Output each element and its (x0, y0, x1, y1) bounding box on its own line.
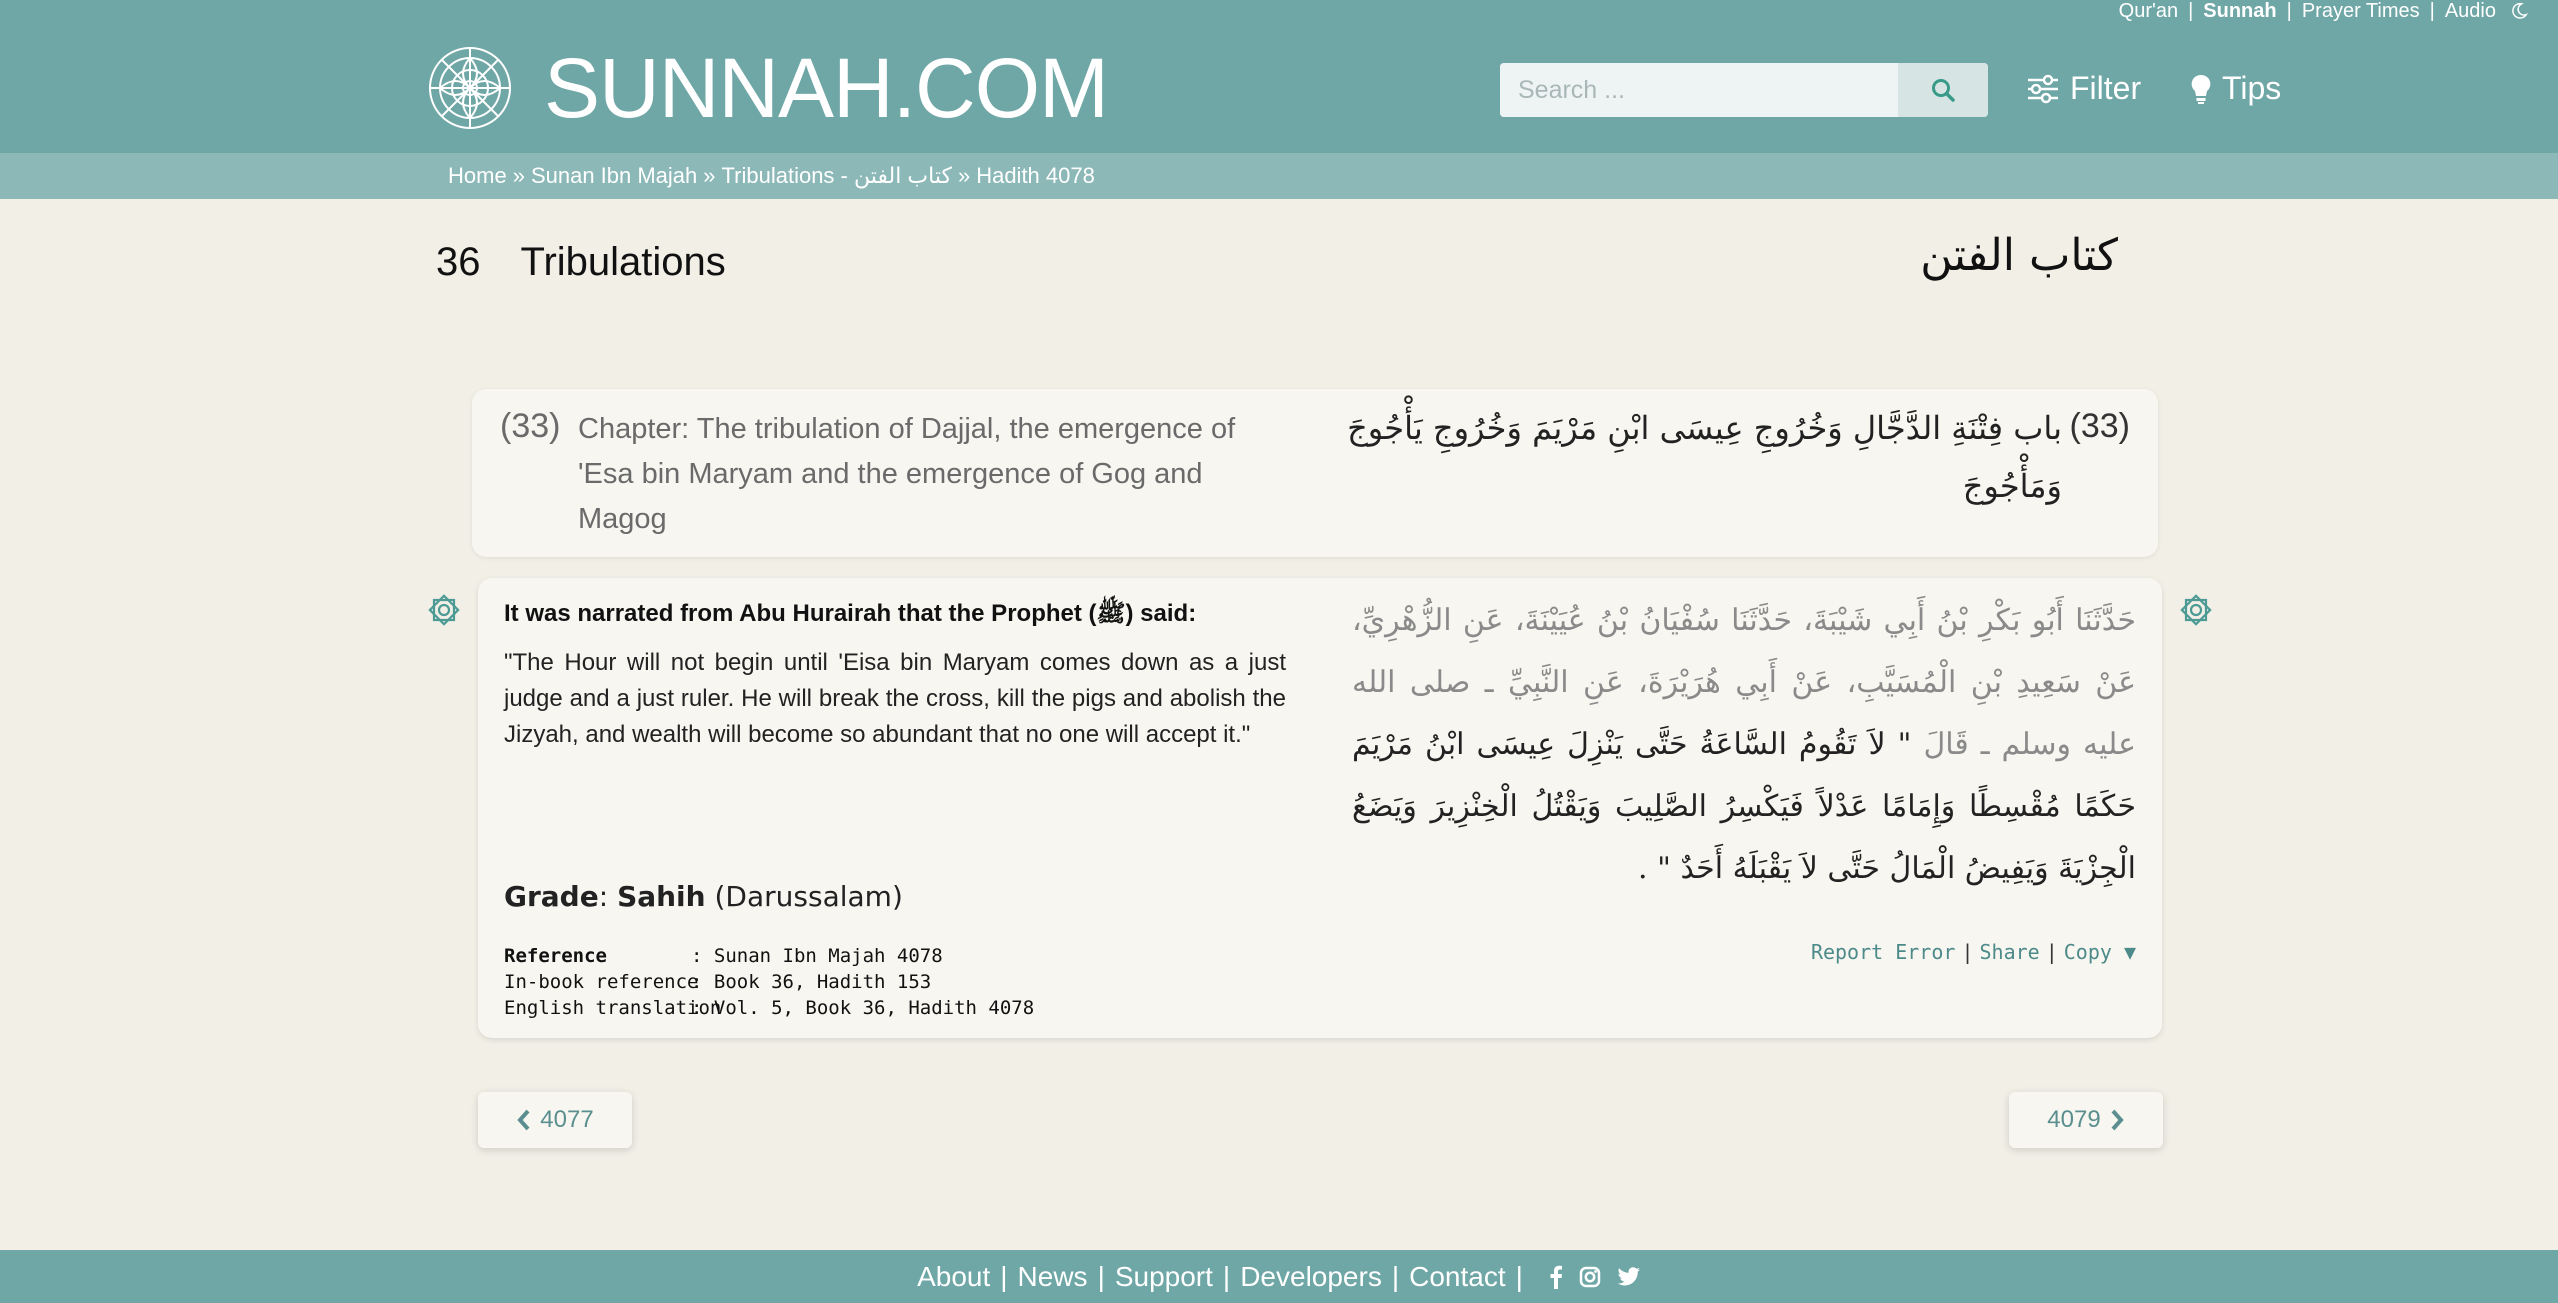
hadith-arabic-matn: " لاَ تَقُومُ السَّاعَةُ حَتَّى يَنْزِلَ عِيسَى ابْنُ مَرْيَمَ حَكَمًا مُقْسِطًا وَإِمَامًا عَدْلاً فَيَكْسِرُ الصَّلِيبَ وَيَقْتُلُ الْخِنْزِيرَ وَيَضَعُ الْجِزْيَةَ وَيَفِيضُ الْمَالُ حَتَّى لاَ يَقْبَلَهُ أَحَدٌ " . (1352, 727, 2136, 886)
footer-separator: | (1515, 1260, 1523, 1292)
search-button[interactable] (1898, 63, 1988, 117)
nav-separator: | (2429, 0, 2435, 22)
chapter-title-arabic: باب فِتْنَةِ الدَّجَّالِ وَخُرُوجِ عِيسَى ابْنِ مَرْيَمَ وَخُرُوجِ يَأْجُوجَ وَمَأْجُوجَ (1347, 409, 2062, 505)
prev-hadith-button[interactable] (478, 1092, 632, 1148)
breadcrumb-bar (0, 153, 2558, 199)
reference-key: English translation (504, 997, 722, 1019)
reference-row (504, 969, 1034, 995)
next-hadith-button[interactable] (2009, 1092, 2163, 1148)
filter-sliders-icon (2026, 74, 2060, 104)
next-hadith-number: 4079 (2047, 1106, 2101, 1133)
tips-label: Tips (2222, 70, 2282, 106)
breadcrumb-collection[interactable]: Sunan Ibn Majah (530, 163, 698, 188)
hadith-actions (1811, 940, 2136, 964)
lightbulb-icon (2190, 73, 2212, 105)
logo-mandala-icon (426, 44, 514, 132)
footer-support[interactable]: Support (1114, 1260, 1213, 1292)
footer-separator: | (1000, 1260, 1008, 1292)
report-error-link[interactable]: Report Error (1810, 940, 1956, 964)
footer-contact[interactable]: Contact (1409, 1260, 1506, 1292)
reference-key: Reference (504, 945, 607, 967)
book-title-arabic: كتاب الفتن (1920, 230, 2118, 281)
reference-row (504, 943, 1034, 969)
grade-label: Grade (504, 880, 599, 913)
grade-value: Sahih (617, 880, 706, 913)
hadith-grade: Grade: Sahih (Darussalam) (504, 880, 903, 913)
action-separator: | (1961, 940, 1974, 964)
footer-separator: | (1097, 1260, 1105, 1292)
hadith-arabic-isnad: حَدَّثَنَا أَبُو بَكْرِ بْنُ أَبِي شَيْبَةَ، حَدَّثَنَا سُفْيَانُ بْنُ عُيَيْنَةَ، عَنِ الزُّهْرِيِّ، عَنْ سَعِيدِ بْنِ الْمُسَيَّبِ، عَنْ أَبِي هُرَيْرَةَ، عَنِ النَّبِيِّ ـ صلى الله عليه وسلم ـ قَالَ (1352, 603, 2137, 762)
breadcrumb-separator: » (512, 163, 525, 188)
footer-separator: | (1222, 1260, 1231, 1292)
facebook-icon (1549, 1265, 1563, 1289)
chapter-title-english: Chapter: The tribulation of Dajjal, the emergence of 'Esa bin Maryam and the emergence of Gog and Magog (578, 413, 1236, 535)
book-title (436, 240, 726, 285)
twitter-icon (1617, 1267, 1641, 1287)
search-box (1500, 63, 1988, 117)
top-nav (2119, 0, 2528, 22)
copy-dropdown[interactable]: Copy ▼ (2063, 940, 2136, 964)
reference-value: : Sunan Ibn Majah 4078 (691, 945, 943, 967)
book-number: 36 (436, 240, 481, 284)
nav-separator: | (2286, 0, 2292, 22)
reference-row (504, 995, 1034, 1021)
chevron-right-icon (2109, 1109, 2125, 1131)
hadith-narrator: It was narrated from Abu Hurairah that the Prophet (ﷺ) said: (504, 600, 1197, 627)
hadith-text-arabic (1352, 590, 2136, 900)
chapter-header (472, 389, 2158, 557)
breadcrumb-separator: » (703, 163, 716, 188)
twitter-link[interactable] (1617, 1267, 1641, 1287)
chapter-number-english: (33) (500, 407, 561, 445)
nav-separator: | (2188, 0, 2194, 22)
filter-button[interactable] (2026, 70, 2141, 107)
logo-text: SUNNAH.COM (544, 41, 1109, 135)
reference-value: : Book 36, Hadith 153 (691, 971, 932, 993)
hadith-ornament-icon[interactable] (2178, 592, 2214, 628)
site-header (0, 0, 2558, 153)
hadith-ornament-icon[interactable] (426, 592, 462, 628)
reference-table (504, 943, 1034, 1021)
instagram-icon (1579, 1266, 1601, 1288)
breadcrumb-separator: » (957, 163, 971, 188)
breadcrumb-home[interactable]: Home (448, 163, 507, 188)
search-input[interactable] (1500, 63, 1898, 117)
breadcrumb-hadith: Hadith 4078 (976, 163, 1095, 188)
reference-value: : Vol. 5, Book 36, Hadith 4078 (691, 997, 1035, 1019)
book-title-english: Tribulations (520, 240, 726, 284)
chapter-number-arabic: (33) (2069, 407, 2130, 445)
tips-button[interactable] (2190, 70, 2281, 107)
moon-icon[interactable] (2510, 2, 2528, 20)
footer-developers[interactable]: Developers (1240, 1260, 1382, 1292)
nav-prayer-times[interactable]: Prayer Times (2301, 0, 2420, 22)
grade-source: (Darussalam) (714, 880, 903, 913)
nav-quran[interactable]: Qur'an (2118, 0, 2179, 22)
instagram-link[interactable] (1579, 1266, 1601, 1288)
filter-label: Filter (2070, 70, 2142, 106)
footer-about[interactable]: About (917, 1260, 991, 1292)
chevron-left-icon (516, 1109, 532, 1131)
footer-separator: | (1391, 1260, 1400, 1292)
search-icon (1930, 77, 1956, 103)
nav-audio[interactable]: Audio (2444, 0, 2496, 22)
reference-key: In-book reference (504, 971, 699, 993)
action-separator: | (2045, 940, 2058, 964)
site-footer (0, 1250, 2558, 1303)
share-link[interactable]: Share (1979, 940, 2040, 964)
hadith-text-english: "The Hour will not begin until 'Eisa bin Maryam comes down as a just judge and a just ruler. He will break the cross, kill the pigs and abolish the Jizyah, and wealth will become so abundant that no one will accept it." (504, 649, 1286, 748)
nav-sunnah[interactable]: Sunnah (2203, 0, 2277, 22)
prev-hadith-number: 4077 (540, 1106, 594, 1133)
facebook-link[interactable] (1549, 1265, 1563, 1289)
footer-news[interactable]: News (1017, 1260, 1088, 1292)
hadith-card (478, 578, 2162, 1038)
breadcrumb (448, 153, 1095, 199)
site-logo[interactable] (426, 41, 1109, 135)
breadcrumb-book[interactable]: Tribulations - كتاب الفتن (721, 163, 952, 188)
